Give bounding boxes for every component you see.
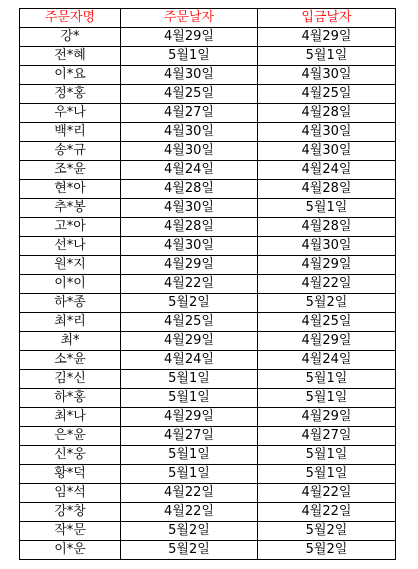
orderer-name-cell: 하*홍 [20, 389, 121, 408]
orderer-name-cell: 최*리 [20, 313, 121, 332]
table-row [20, 389, 396, 408]
order-date-cell: 4월24일 [121, 161, 258, 180]
table-row [20, 370, 396, 389]
orderer-name-cell: 강* [20, 28, 121, 47]
table-row [20, 294, 396, 313]
order-date-cell: 4월27일 [121, 104, 258, 123]
orderer-name-cell: 이*이 [20, 275, 121, 294]
order-date-cell: 4월30일 [121, 66, 258, 85]
deposit-date-cell: 4월29일 [258, 256, 396, 275]
table-row [20, 142, 396, 161]
order-date-cell: 4월29일 [121, 28, 258, 47]
deposit-date-cell: 4월29일 [258, 28, 396, 47]
orderer-name-cell: 조*윤 [20, 161, 121, 180]
table-row [20, 161, 396, 180]
order-date-cell: 4월22일 [121, 503, 258, 522]
deposit-date-cell: 4월25일 [258, 85, 396, 104]
order-date-cell: 5월1일 [121, 47, 258, 66]
order-date-cell: 5월2일 [121, 541, 258, 560]
deposit-date-cell: 5월2일 [258, 294, 396, 313]
orderer-name-cell: 전*혜 [20, 47, 121, 66]
orderer-name-cell: 우*나 [20, 104, 121, 123]
orderer-name-cell: 소*윤 [20, 351, 121, 370]
table-row [20, 275, 396, 294]
orderer-name-cell: 정*홍 [20, 85, 121, 104]
orderer-name-cell: 원*지 [20, 256, 121, 275]
deposit-date-cell: 4월30일 [258, 66, 396, 85]
orderer-name-cell: 선*나 [20, 237, 121, 256]
deposit-date-cell: 4월30일 [258, 237, 396, 256]
deposit-date-cell: 4월22일 [258, 275, 396, 294]
deposit-date-cell: 4월30일 [258, 123, 396, 142]
table-row [20, 351, 396, 370]
header-orderer-name: 주문자명 [20, 9, 121, 28]
table-row [20, 503, 396, 522]
order-date-cell: 4월28일 [121, 218, 258, 237]
deposit-date-cell: 5월1일 [258, 370, 396, 389]
order-table [19, 8, 396, 560]
header-order-date: 주문날자 [121, 9, 258, 28]
table-row [20, 256, 396, 275]
order-date-cell: 4월29일 [121, 332, 258, 351]
orderer-name-cell: 최* [20, 332, 121, 351]
orderer-name-cell: 임*석 [20, 484, 121, 503]
deposit-date-cell: 4월29일 [258, 332, 396, 351]
deposit-date-cell: 5월2일 [258, 541, 396, 560]
order-date-cell: 5월1일 [121, 389, 258, 408]
orderer-name-cell: 추*봉 [20, 199, 121, 218]
deposit-date-cell: 5월2일 [258, 522, 396, 541]
order-date-cell: 4월24일 [121, 351, 258, 370]
table-row [20, 522, 396, 541]
deposit-date-cell: 4월27일 [258, 427, 396, 446]
order-date-cell: 4월25일 [121, 85, 258, 104]
orderer-name-cell: 하*종 [20, 294, 121, 313]
table-row [20, 104, 396, 123]
table-row [20, 465, 396, 484]
deposit-date-cell: 5월1일 [258, 465, 396, 484]
order-date-cell: 4월22일 [121, 275, 258, 294]
order-date-cell: 4월27일 [121, 427, 258, 446]
orderer-name-cell: 황*덕 [20, 465, 121, 484]
order-date-cell: 4월29일 [121, 408, 258, 427]
order-date-cell: 4월22일 [121, 484, 258, 503]
order-date-cell: 5월2일 [121, 294, 258, 313]
orderer-name-cell: 이*요 [20, 66, 121, 85]
table-row [20, 484, 396, 503]
table-row [20, 47, 396, 66]
orderer-name-cell: 현*아 [20, 180, 121, 199]
orderer-name-cell: 최*나 [20, 408, 121, 427]
table-body [20, 28, 396, 560]
table-row [20, 28, 396, 47]
table-row [20, 123, 396, 142]
deposit-date-cell: 4월28일 [258, 104, 396, 123]
table-row [20, 427, 396, 446]
table-row [20, 313, 396, 332]
deposit-date-cell: 4월28일 [258, 218, 396, 237]
table-row [20, 541, 396, 560]
deposit-date-cell: 5월1일 [258, 446, 396, 465]
orderer-name-cell: 은*윤 [20, 427, 121, 446]
orderer-name-cell: 송*규 [20, 142, 121, 161]
order-date-cell: 4월30일 [121, 142, 258, 161]
orderer-name-cell: 이*운 [20, 541, 121, 560]
order-date-cell: 4월30일 [121, 123, 258, 142]
deposit-date-cell: 4월25일 [258, 313, 396, 332]
table-row [20, 85, 396, 104]
order-sheet [19, 8, 396, 560]
table-row [20, 218, 396, 237]
header-deposit-date: 입금날자 [258, 9, 396, 28]
table-row [20, 180, 396, 199]
deposit-date-cell: 5월1일 [258, 199, 396, 218]
deposit-date-cell: 4월29일 [258, 408, 396, 427]
order-date-cell: 4월30일 [121, 237, 258, 256]
header-row [20, 9, 396, 28]
deposit-date-cell: 4월22일 [258, 484, 396, 503]
order-date-cell: 4월28일 [121, 180, 258, 199]
table-row [20, 237, 396, 256]
order-date-cell: 5월1일 [121, 465, 258, 484]
table-row [20, 199, 396, 218]
order-date-cell: 5월1일 [121, 370, 258, 389]
table-row [20, 332, 396, 351]
deposit-date-cell: 5월1일 [258, 47, 396, 66]
deposit-date-cell: 4월22일 [258, 503, 396, 522]
table-row [20, 66, 396, 85]
orderer-name-cell: 김*신 [20, 370, 121, 389]
orderer-name-cell: 백*리 [20, 123, 121, 142]
deposit-date-cell: 4월24일 [258, 161, 396, 180]
order-date-cell: 4월30일 [121, 199, 258, 218]
order-date-cell: 4월25일 [121, 313, 258, 332]
deposit-date-cell: 4월28일 [258, 180, 396, 199]
order-date-cell: 5월1일 [121, 446, 258, 465]
orderer-name-cell: 고*아 [20, 218, 121, 237]
order-date-cell: 4월29일 [121, 256, 258, 275]
table-row [20, 446, 396, 465]
orderer-name-cell: 신*웅 [20, 446, 121, 465]
table-row [20, 408, 396, 427]
orderer-name-cell: 작*문 [20, 522, 121, 541]
orderer-name-cell: 강*창 [20, 503, 121, 522]
deposit-date-cell: 4월30일 [258, 142, 396, 161]
deposit-date-cell: 4월24일 [258, 351, 396, 370]
deposit-date-cell: 5월1일 [258, 389, 396, 408]
order-date-cell: 5월2일 [121, 522, 258, 541]
